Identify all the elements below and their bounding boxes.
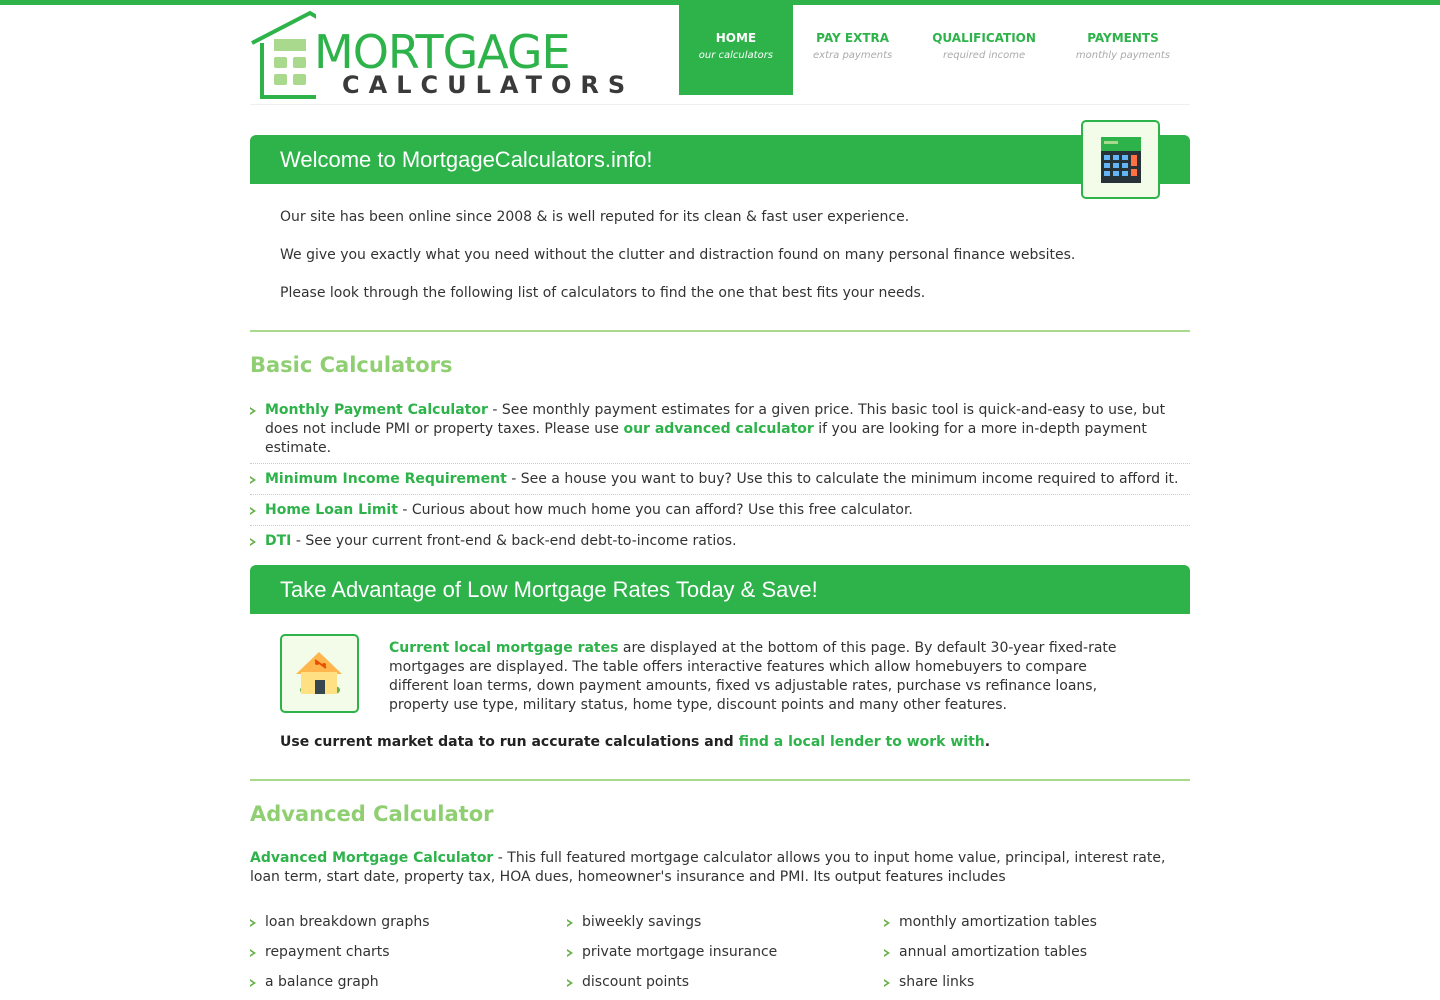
dti-link[interactable]: DTI xyxy=(265,533,292,549)
feature-item xyxy=(250,973,567,992)
basic-calculators-list xyxy=(250,395,1190,556)
calculator-icon xyxy=(1083,122,1158,197)
chevron-right-icon xyxy=(250,407,256,415)
nav-home[interactable] xyxy=(679,5,793,95)
feature-label: monthly amortization tables xyxy=(899,914,1097,930)
basic-calculators-heading: Basic Calculators xyxy=(250,353,453,377)
chevron-right-icon xyxy=(884,919,890,927)
list-item xyxy=(250,526,1190,556)
nav-pay-extra[interactable] xyxy=(793,5,912,95)
advanced-calculator-heading: Advanced Calculator xyxy=(250,802,494,826)
chevron-right-icon xyxy=(884,979,890,987)
rates-banner xyxy=(250,565,1190,614)
rates-paragraph xyxy=(389,639,1149,715)
intro-paragraph-3: Please look through the following list of calculators to find the one that best fits your needs. xyxy=(280,285,926,301)
feature-item xyxy=(250,913,567,932)
main-nav xyxy=(679,5,1190,95)
list-item-description: - Curious about how much home you can afford? Use this free calculator. xyxy=(397,502,913,518)
chevron-right-icon xyxy=(567,979,573,987)
rates-section xyxy=(250,614,1190,779)
feature-item xyxy=(567,913,884,932)
chevron-right-icon xyxy=(884,949,890,957)
feature-item xyxy=(884,973,1190,992)
feature-item xyxy=(567,943,884,962)
house-calculator-logo-icon xyxy=(250,9,316,99)
chevron-right-icon xyxy=(250,979,256,987)
list-item-description: - See monthly payment estimates for a given price. This basic tool is quick-and-easy to use, but does not include PMI or property taxes. Please use xyxy=(265,402,1166,437)
chevron-right-icon xyxy=(567,919,573,927)
list-item xyxy=(250,464,1190,495)
logo-word-calculators: CALCULATORS xyxy=(342,71,635,99)
list-item xyxy=(250,495,1190,526)
find-local-lender-link[interactable]: find a local lender to work with xyxy=(738,734,985,750)
welcome-intro xyxy=(250,184,1190,330)
feature-label: a balance graph xyxy=(265,974,379,990)
site-header xyxy=(250,5,1190,105)
monthly-payment-calculator-link[interactable]: Monthly Payment Calculator xyxy=(265,402,488,418)
list-item-description: - See a house you want to buy? Use this to calculate the minimum income required to afford it. xyxy=(506,471,1179,487)
list-item xyxy=(250,395,1190,464)
feature-label: repayment charts xyxy=(265,944,390,960)
calculator-icon-box xyxy=(1081,120,1160,199)
advanced-calculator-section xyxy=(250,781,1190,992)
nav-home-sub: our calculators xyxy=(698,50,774,61)
basic-calculators-section xyxy=(250,332,1190,565)
rates-cta-end: . xyxy=(984,734,991,750)
house-icon xyxy=(282,636,357,711)
feature-label: private mortgage insurance xyxy=(582,944,778,960)
chevron-right-icon xyxy=(567,949,573,957)
advanced-calculator-inline-link[interactable]: our advanced calculator xyxy=(623,421,814,437)
advanced-features-list xyxy=(250,913,1190,992)
site-logo[interactable] xyxy=(250,9,635,101)
minimum-income-requirement-link[interactable]: Minimum Income Requirement xyxy=(265,471,507,487)
logo-word-mortgage: MORTGAGE xyxy=(314,25,570,79)
rates-title: Take Advantage of Low Mortgage Rates Today & Save! xyxy=(280,577,818,602)
nav-qualification[interactable] xyxy=(912,5,1056,95)
intro-paragraph-2: We give you exactly what you need without the clutter and distraction found on many personal finance websites. xyxy=(280,247,1076,263)
feature-label: biweekly savings xyxy=(582,914,702,930)
advanced-mortgage-calculator-link[interactable]: Advanced Mortgage Calculator xyxy=(250,850,494,866)
home-loan-limit-link[interactable]: Home Loan Limit xyxy=(265,502,398,518)
advanced-calculator-description xyxy=(250,849,1190,887)
advanced-calculator-text: - This full featured mortgage calculator allows you to input home value, principal, interest rate, loan term, start date, property tax, HOA dues, homeowner's insurance and PMI. Its output features includes xyxy=(250,850,1166,885)
chevron-right-icon xyxy=(250,949,256,957)
rates-cta-text: Use current market data to run accurate calculations and xyxy=(280,734,739,750)
current-local-mortgage-rates-link[interactable]: Current local mortgage rates xyxy=(389,640,619,656)
chevron-right-icon xyxy=(250,476,256,484)
feature-item xyxy=(884,943,1190,962)
house-icon-box xyxy=(280,634,359,713)
nav-qualification-title: QUALIFICATION xyxy=(932,31,1036,45)
welcome-banner xyxy=(250,135,1190,184)
list-item-description: - See your current front-end & back-end debt-to-income ratios. xyxy=(291,533,737,549)
list-item-description-end: if you are looking for a more in-depth payment estimate. xyxy=(265,421,1147,456)
nav-pay-extra-sub: extra payments xyxy=(813,50,893,61)
feature-item xyxy=(884,913,1190,932)
chevron-right-icon xyxy=(250,538,256,546)
feature-label: loan breakdown graphs xyxy=(265,914,430,930)
nav-home-title: HOME xyxy=(715,31,757,45)
feature-item xyxy=(250,943,567,962)
nav-payments[interactable] xyxy=(1056,5,1190,95)
nav-payments-sub: monthly payments xyxy=(1075,50,1170,61)
feature-label: annual amortization tables xyxy=(899,944,1087,960)
page-container xyxy=(250,5,1190,992)
chevron-right-icon xyxy=(250,507,256,515)
feature-label: share links xyxy=(899,974,975,990)
feature-label: discount points xyxy=(582,974,690,990)
rates-paragraph-text: are displayed at the bottom of this page. By default 30-year fixed-rate mortgages are displayed. The table offers interactive features which allow homebuyers to compare different loan terms, down payment amounts, fixed vs adjustable rates, purchase vs refinance loans, property use type, military status, home type, discount points and many other features. xyxy=(389,640,1117,713)
nav-pay-extra-title: PAY EXTRA xyxy=(816,31,890,45)
rates-cta xyxy=(280,734,990,750)
chevron-right-icon xyxy=(250,919,256,927)
feature-item xyxy=(567,973,884,992)
nav-payments-title: PAYMENTS xyxy=(1087,31,1159,45)
welcome-title: Welcome to MortgageCalculators.info! xyxy=(280,147,653,172)
nav-qualification-sub: required income xyxy=(942,50,1026,61)
intro-paragraph-1: Our site has been online since 2008 & is well reputed for its clean & fast user experience. xyxy=(280,209,910,225)
